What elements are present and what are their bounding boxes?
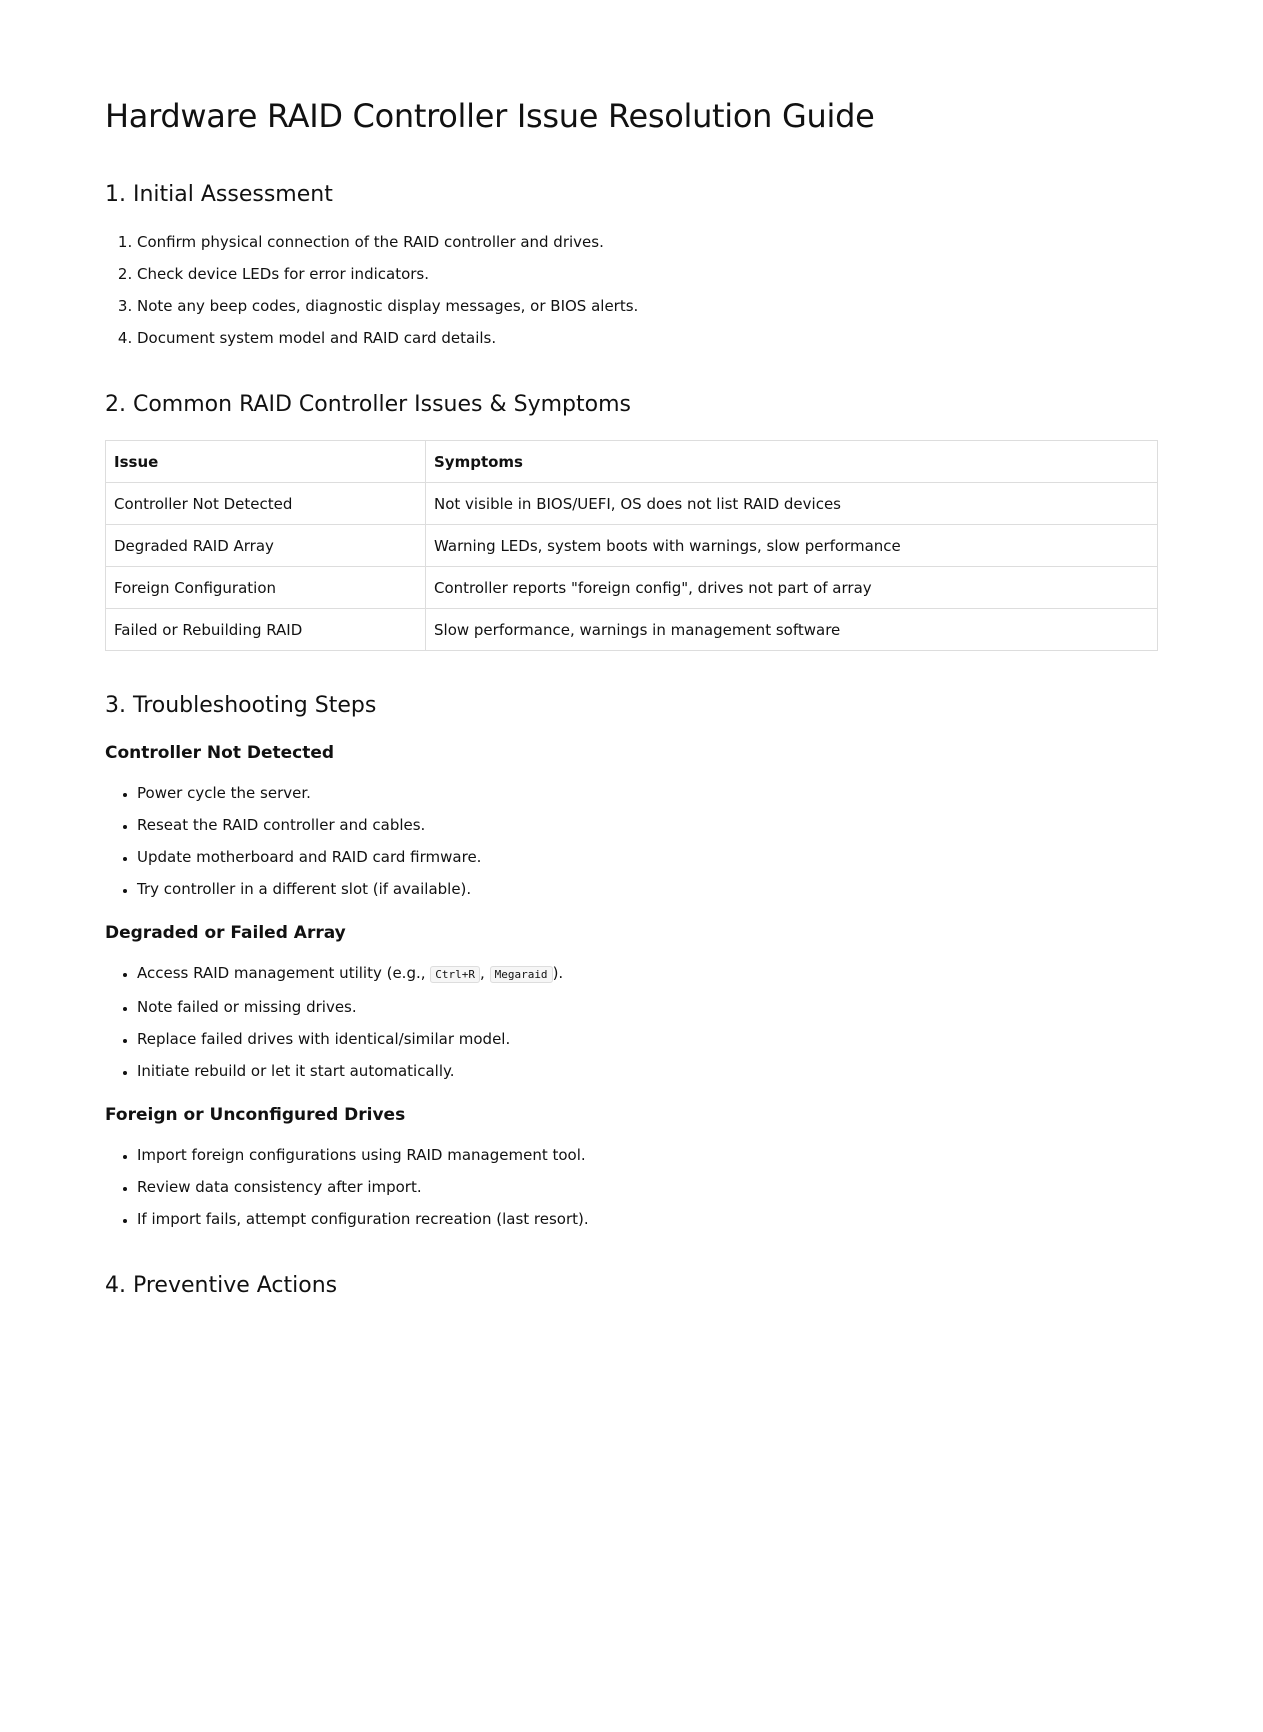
section-heading: 4. Preventive Actions xyxy=(105,1273,338,1298)
list-item: 2. Check device LEDs for error indicators. xyxy=(137,262,1158,286)
subsection-heading: Degraded or Failed Array xyxy=(105,923,346,943)
table-row xyxy=(106,525,1158,567)
table-row xyxy=(106,609,1158,651)
table-row xyxy=(106,567,1158,609)
section-heading: 3. Troubleshooting Steps xyxy=(105,693,377,718)
issue-cell: Failed or Rebuilding RAID xyxy=(106,609,426,651)
text: Access RAID management utility (e.g., xyxy=(137,964,431,982)
list-item: • Note failed or missing drives. xyxy=(137,995,1158,1019)
subsection-heading: Controller Not Detected xyxy=(105,743,335,763)
text: , xyxy=(480,964,490,982)
bullet-list xyxy=(105,781,1158,901)
list-item: • Replace failed drives with identical/similar model. xyxy=(137,1027,1158,1051)
issue-cell: Degraded RAID Array xyxy=(106,525,426,567)
list-item: • Update motherboard and RAID card firmware. xyxy=(137,845,1158,869)
list-item xyxy=(137,961,1158,987)
symptoms-cell: Controller reports "foreign config", drives not part of array xyxy=(426,567,1158,609)
section-preventive-actions xyxy=(105,1271,1158,1301)
list-item: 4. Document system model and RAID card details. xyxy=(137,326,1158,350)
section-troubleshooting xyxy=(105,691,1158,1231)
subsection-controller-not-detected xyxy=(105,741,1158,901)
list-item: • Review data consistency after import. xyxy=(137,1175,1158,1199)
list-item: • Try controller in a different slot (if available). xyxy=(137,877,1158,901)
column-header-issue: Issue xyxy=(106,441,426,483)
subsection-degraded-array xyxy=(105,921,1158,1083)
issue-cell: Foreign Configuration xyxy=(106,567,426,609)
table-header-row xyxy=(106,441,1158,483)
symptoms-cell: Not visible in BIOS/UEFI, OS does not list RAID devices xyxy=(426,483,1158,525)
subsection-heading: Foreign or Unconfigured Drives xyxy=(105,1105,406,1125)
subsection-foreign-drives xyxy=(105,1103,1158,1231)
list-item: • Initiate rebuild or let it start automatically. xyxy=(137,1059,1158,1083)
issues-table xyxy=(105,440,1158,651)
bullet-list xyxy=(105,1143,1158,1231)
code-megaraid: Megaraid xyxy=(490,966,553,983)
table-row xyxy=(106,483,1158,525)
section-common-issues xyxy=(105,390,1158,651)
list-item: • Reseat the RAID controller and cables. xyxy=(137,813,1158,837)
section-heading: 1. Initial Assessment xyxy=(105,182,333,207)
symptoms-cell: Slow performance, warnings in management software xyxy=(426,609,1158,651)
list-item: • Import foreign configurations using RAID management tool. xyxy=(137,1143,1158,1167)
page-title: Hardware RAID Controller Issue Resolution Guide xyxy=(105,97,875,135)
issue-cell: Controller Not Detected xyxy=(106,483,426,525)
code-ctrl-r: Ctrl+R xyxy=(430,966,480,983)
bullet-list xyxy=(105,961,1158,1083)
list-item: • Power cycle the server. xyxy=(137,781,1158,805)
section-initial-assessment xyxy=(105,180,1158,350)
list-item: 1. Confirm physical connection of the RAID controller and drives. xyxy=(137,230,1158,254)
column-header-symptoms: Symptoms xyxy=(426,441,1158,483)
text: ). xyxy=(552,964,564,982)
symptoms-cell: Warning LEDs, system boots with warnings, slow performance xyxy=(426,525,1158,567)
section-heading: 2. Common RAID Controller Issues & Symptoms xyxy=(105,392,631,417)
list-item: 3. Note any beep codes, diagnostic display messages, or BIOS alerts. xyxy=(137,294,1158,318)
list-item: • If import fails, attempt configuration recreation (last resort). xyxy=(137,1207,1158,1231)
initial-assessment-list xyxy=(105,230,1158,350)
